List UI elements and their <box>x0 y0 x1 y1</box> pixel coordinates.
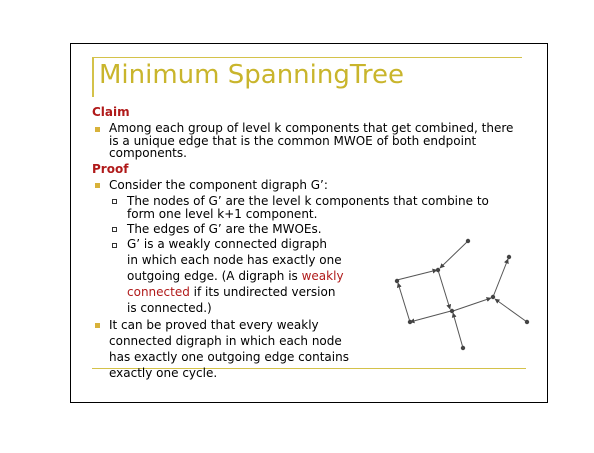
last-bullet-line-3: has exactly one outgoing edge contains <box>109 350 349 364</box>
last-bullet-line-2: connected digraph in which each node <box>109 334 342 348</box>
sub3-line-3: outgoing edge. (A digraph is weakly <box>127 269 344 283</box>
digraph-node <box>507 255 511 259</box>
sub2-text: The edges of G’ are the MWOEs. <box>127 222 322 236</box>
digraph-edge <box>438 270 450 309</box>
weakly-term: weakly <box>301 269 344 283</box>
proof-heading: Proof <box>92 162 129 176</box>
digraph-edge <box>397 270 437 280</box>
slide-title: Minimum SpanningTree <box>99 60 405 90</box>
sub3-line-1: G’ is a weakly connected digraph <box>127 237 327 251</box>
digraph-edge <box>453 313 463 348</box>
sub3-line-4: connected if its undirected version <box>127 285 336 299</box>
digraph-node <box>466 239 470 243</box>
last-bullet-line-4: exactly one cycle. <box>109 366 218 380</box>
digraph-edge <box>453 298 491 311</box>
digraph-node <box>408 320 412 324</box>
last-bullet-line-1: It can be proved that every weakly <box>109 318 319 332</box>
proof-intro: Consider the component digraph G’: <box>109 178 328 192</box>
digraph-edge <box>440 241 468 268</box>
sub1-line-2: form one level k+1 component. <box>127 207 318 221</box>
digraph-node <box>436 268 440 272</box>
connected-term: connected <box>127 285 190 299</box>
sub3-line-2: in which each node has exactly one <box>127 253 342 267</box>
digraph-node <box>525 320 529 324</box>
digraph-edge <box>398 283 410 322</box>
digraph-node <box>491 295 495 299</box>
sub3-line-5: is connected.) <box>127 301 212 315</box>
claim-heading: Claim <box>92 105 130 119</box>
digraph-node <box>461 346 465 350</box>
digraph-edge <box>495 299 527 322</box>
sub1-line-1: The nodes of G’ are the level k components that combine to <box>127 194 489 208</box>
claim-line-2: is a unique edge that is the common MWOE of both endpoint <box>109 134 477 148</box>
digraph-node <box>450 309 454 313</box>
claim-line-1: Among each group of level k components that get combined, there <box>109 121 514 135</box>
digraph-node <box>395 279 399 283</box>
digraph-edge <box>493 259 508 297</box>
claim-line-3: components. <box>109 146 187 160</box>
digraph-edge <box>410 311 451 322</box>
